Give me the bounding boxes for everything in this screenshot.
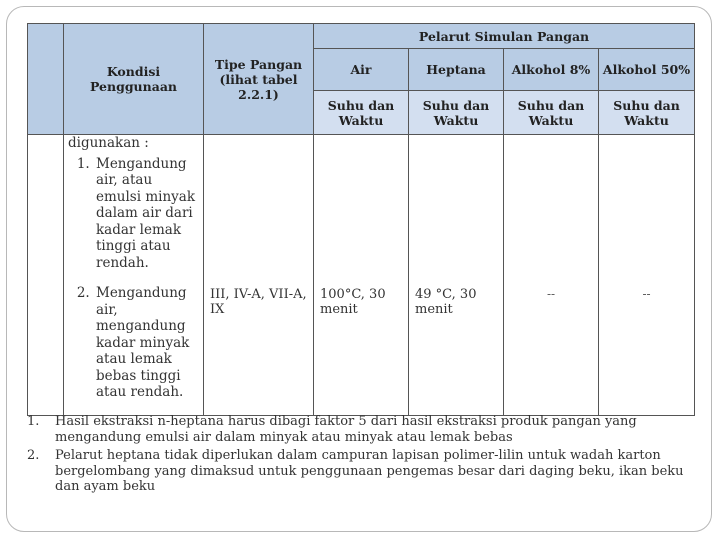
subheader-suhu-heptana: Suhu dan Waktu xyxy=(409,91,504,135)
footnote-1 xyxy=(27,414,699,445)
kondisi-item-1: 1. Mengandung air, atau emulsi minyak dalam air dari kadar lemak tinggi atau rendah. xyxy=(94,156,199,272)
header-air: Air xyxy=(314,49,409,91)
kondisi-lead: digunakan : xyxy=(68,135,149,151)
header-kondisi: Kondisi Penggunaan xyxy=(64,24,204,135)
header-alkohol-50: Alkohol 50% xyxy=(599,49,695,91)
tipe-pangan-value: III, IV-A, VII-A, IX xyxy=(204,135,314,416)
heptana-value: 49 °C, 30 menit xyxy=(409,135,504,416)
simulant-table xyxy=(27,23,695,416)
header-heptana: Heptana xyxy=(409,49,504,91)
footnote-2 xyxy=(27,448,699,495)
kondisi-item-2: 2. Mengandung air, mengandung kadar minyak atau lemak bebas tinggi atau rendah. xyxy=(94,285,199,401)
kondisi-cell xyxy=(64,135,204,416)
footnote-number: 2. xyxy=(27,448,40,463)
blank-body-cell xyxy=(28,135,64,416)
header-tipe-pangan: Tipe Pangan (lihat tabel 2.2.1) xyxy=(204,24,314,135)
footnote-text: Pelarut heptana tidak diperlukan dalam campuran lapisan polimer-lilin untuk wadah karton bergelombang yang dimaksud untuk penggunaan pengemas besar dari daging beku, ikan beku dan ayam beku xyxy=(55,448,684,494)
header-pelarut: Pelarut Simulan Pangan xyxy=(314,24,695,49)
subheader-suhu-alkohol-8: Suhu dan Waktu xyxy=(504,91,599,135)
air-value: 100°C, 30 menit xyxy=(314,135,409,416)
header-alkohol-8: Alkohol 8% xyxy=(504,49,599,91)
subheader-suhu-air: Suhu dan Waktu xyxy=(314,91,409,135)
footnotes xyxy=(27,414,699,498)
blank-header-cell xyxy=(28,24,64,135)
footnote-number: 1. xyxy=(27,414,40,429)
subheader-suhu-alkohol-50: Suhu dan Waktu xyxy=(599,91,695,135)
alkohol-8-value: -- xyxy=(504,135,599,416)
kondisi-list xyxy=(68,156,199,401)
alkohol-50-value: -- xyxy=(599,135,695,416)
footnote-text: Hasil ekstraksi n-heptana harus dibagi faktor 5 dari hasil ekstraksi produk pangan yang mengandung emulsi air dalam minyak atau minyak atau lemak bebas xyxy=(55,414,637,445)
